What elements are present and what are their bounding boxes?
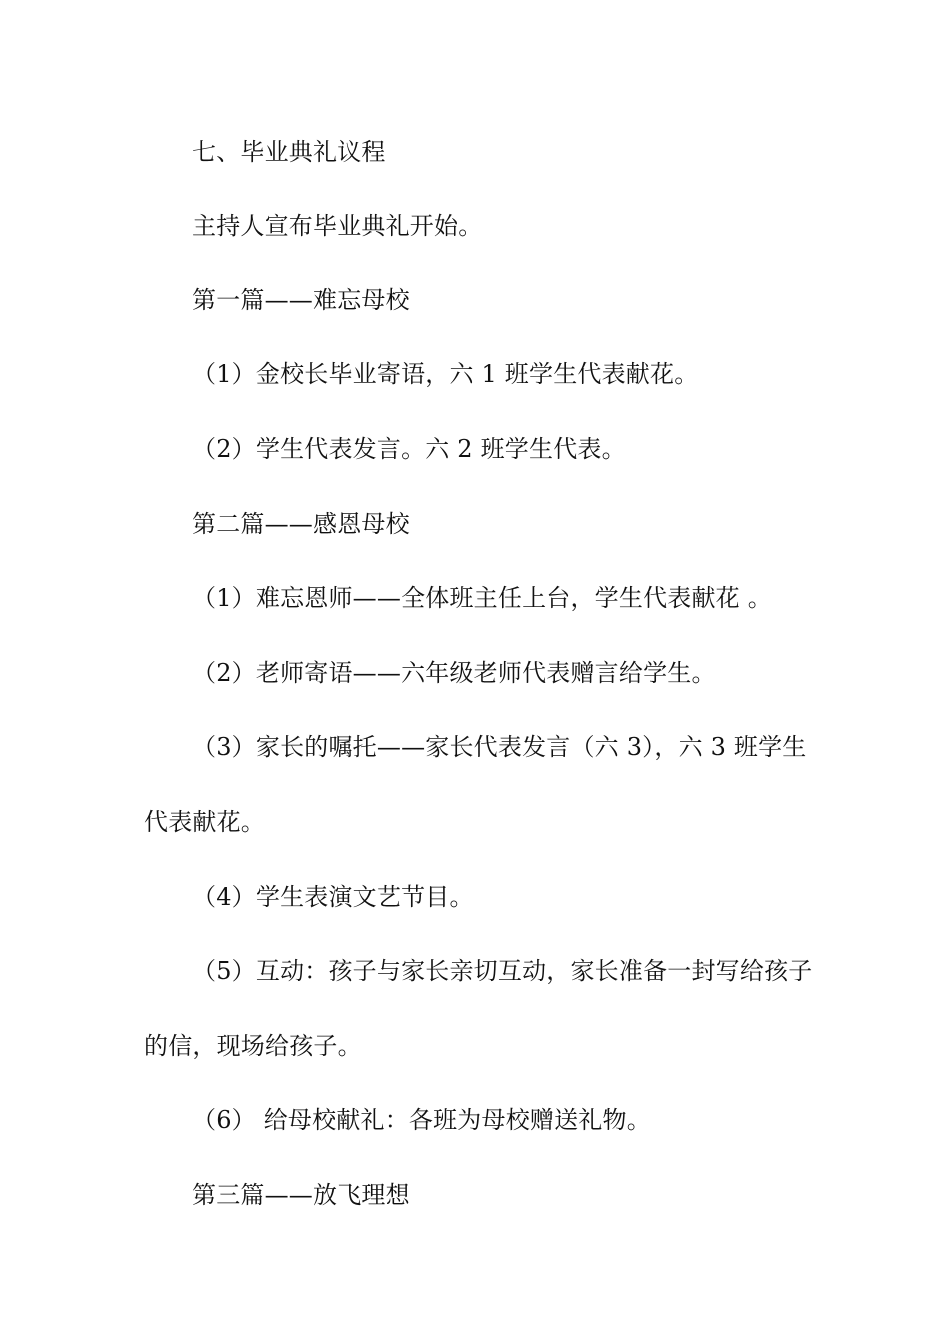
agenda-item: （1）难忘恩师——全体班主任上台，学生代表献花 。 [192,584,772,612]
section-heading: 七、毕业典礼议程 [192,138,386,166]
agenda-item-continuation: 的信，现场给孩子。 [144,1032,362,1060]
chapter-heading: 第一篇——难忘母校 [192,286,410,314]
agenda-item: （2）老师寄语——六年级老师代表赠言给学生。 [192,659,716,687]
chapter-heading: 第三篇——放飞理想 [192,1181,410,1209]
agenda-item: （6） 给母校献礼：各班为母校赠送礼物。 [192,1106,651,1134]
agenda-item: （3）家长的嘱托——家长代表发言（六 3），六 3 班学生 [192,733,807,761]
agenda-item: （4）学生表演文艺节目。 [192,883,474,911]
paragraph: 主持人宣布毕业典礼开始。 [192,212,483,240]
agenda-item: （1）金校长毕业寄语，六 1 班学生代表献花。 [192,360,699,388]
agenda-item: （2）学生代表发言。六 2 班学生代表。 [192,435,626,463]
agenda-item: （5）互动：孩子与家长亲切互动，家长准备一封写给孩子 [192,957,813,985]
chapter-heading: 第二篇——感恩母校 [192,510,410,538]
agenda-item-continuation: 代表献花。 [144,808,265,836]
